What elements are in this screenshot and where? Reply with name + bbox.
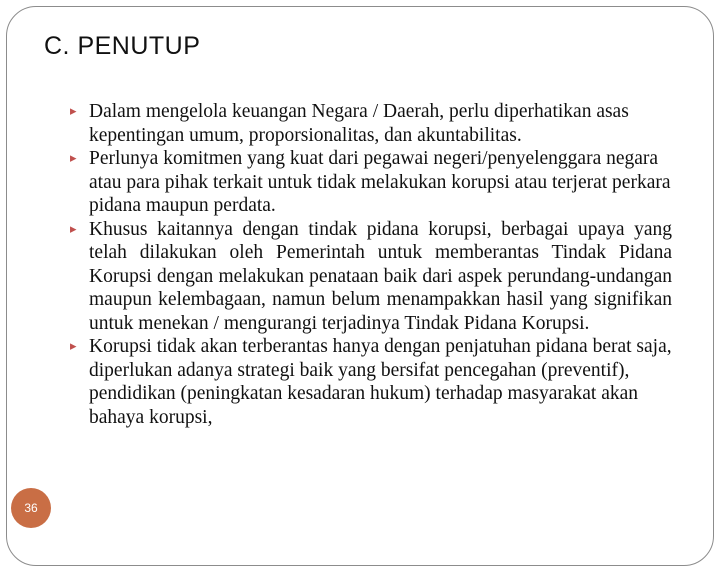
bullet-arrow-icon: ▸	[70, 104, 77, 119]
bullet-arrow-icon: ▸	[70, 221, 77, 237]
bullet-text: Khusus kaitannya dengan tindak pidana korupsi, berbagai upaya yang telah dilakukan oleh Pemerintah untuk memberantas Tindak Pidana Korupsi dengan melakukan penataan baik dari aspek perundang-undangan maupun kelembagaan, namun belum menampakkan hasil yang signifikan untuk menekan / mengurangi terjadinya Tindak Pidana Korupsi.	[89, 218, 672, 334]
bullet-text: Dalam mengelola keuangan Negara / Daerah, perlu diperhatikan asas kepentingan umum, proporsionalitas, dan akuntabilitas.	[89, 101, 629, 146]
slide-title: C. PENUTUP	[44, 32, 201, 60]
slide-content	[70, 100, 672, 429]
bullet-arrow-icon: ▸	[70, 151, 77, 166]
bullet-item	[70, 335, 672, 429]
bullet-item	[70, 147, 672, 218]
bullet-arrow-icon: ▸	[70, 339, 77, 354]
bullet-text: Korupsi tidak akan terberantas hanya dengan penjatuhan pidana berat saja, diperlukan adanya strategi baik yang bersifat pencegahan (preventif), pendidikan (peningkatan kesadaran hukum) terhadap masyarakat akan bahaya korupsi,	[89, 336, 672, 428]
bullet-item	[70, 218, 672, 336]
slide-number-badge: 36	[11, 488, 51, 528]
bullet-item	[70, 100, 672, 147]
bullet-text: Perlunya komitmen yang kuat dari pegawai negeri/penyelenggara negara atau para pihak terkait untuk tidak melakukan korupsi atau terjerat perkara pidana maupun perdata.	[89, 148, 671, 216]
